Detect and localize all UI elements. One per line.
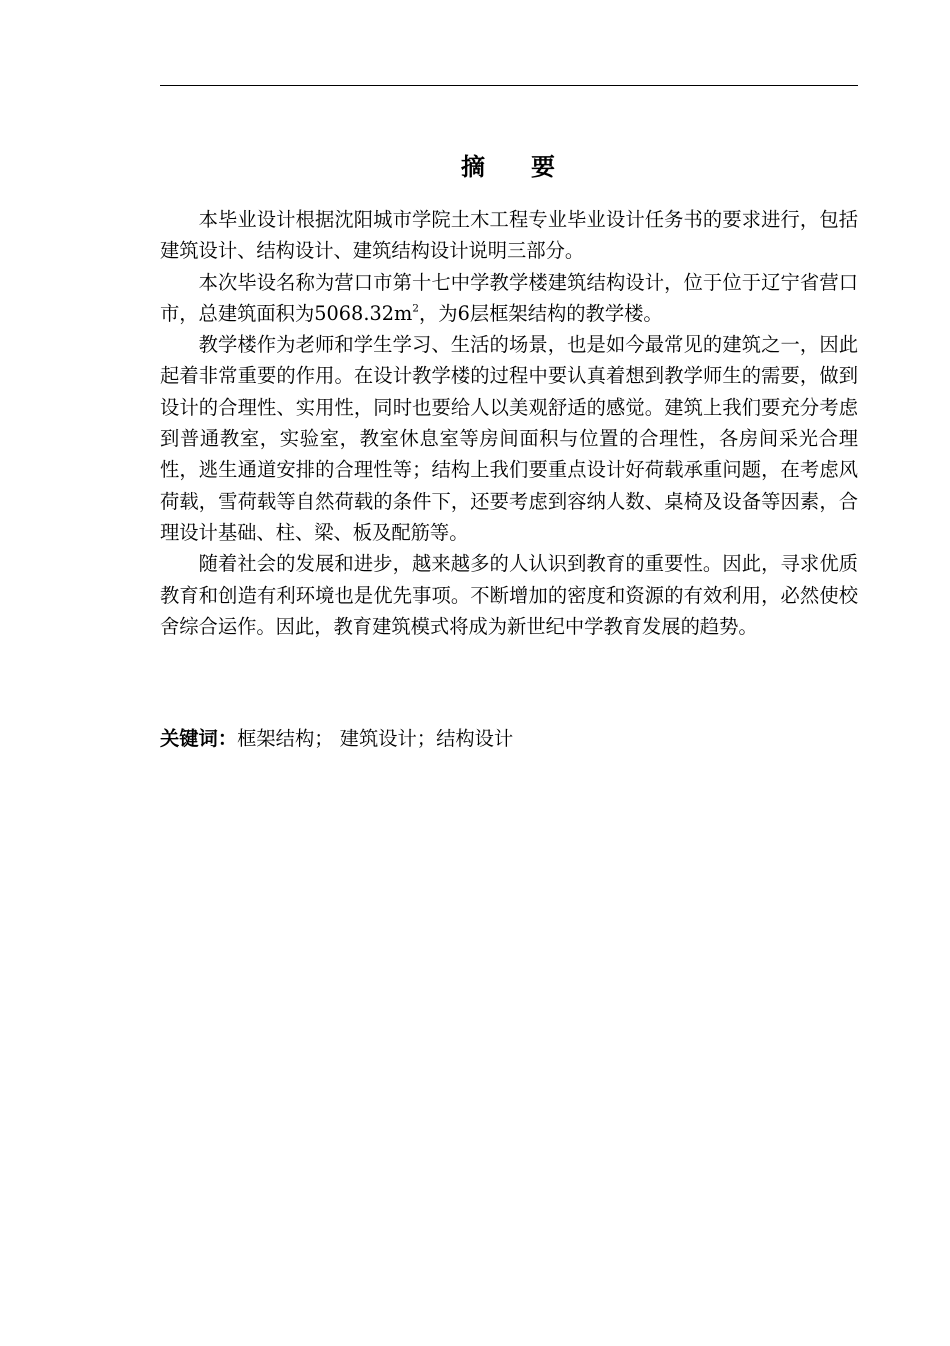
keywords-line — [160, 723, 858, 754]
paragraph-2-text-a: 本次毕设名称为营口市第十七中学教学楼建筑结构设计，位于位于辽宁省营口市，总建筑面积为5068.32m — [160, 270, 858, 325]
paragraph-2-text-b: ，为6层框架结构的教学楼。 — [419, 301, 663, 325]
abstract-paragraph-3: 教学楼作为老师和学生学习、生活的场景，也是如今最常见的建筑之一，因此起着非常重要的作用。在设计教学楼的过程中要认真着想到教学师生的需要，做到设计的合理性、实用性，同时也要给人以美观舒适的感觉。建筑上我们要充分考虑到普通教室，实验室，教室休息室等房间面积与位置的合理性，各房间采光合理性，逃生通道安排的合理性等；结构上我们要重点设计好荷载承重问题，在考虑风荷载，雪荷载等自然荷载的条件下，还要考虑到容纳人数、桌椅及设备等因素，合理设计基础、柱、梁、板及配筋等。 — [160, 333, 858, 544]
keywords-label: 关键词： — [160, 727, 238, 750]
header-rule — [160, 85, 858, 86]
title-char-1: 摘 — [461, 153, 487, 181]
superscript-2: 2 — [412, 301, 420, 315]
keywords-value: 框架结构； 建筑设计；结构设计 — [237, 727, 514, 750]
abstract-paragraph-2 — [160, 267, 858, 330]
title-char-2: 要 — [531, 153, 557, 181]
page-title — [160, 150, 858, 184]
abstract-paragraph-4: 随着社会的发展和进步，越来越多的人认识到教育的重要性。因此，寻求优质教育和创造有利环境也是优先事项。不断增加的密度和资源的有效利用，必然使校舍综合运作。因此，教育建筑模式将成为新世纪中学教育发展的趋势。 — [160, 552, 858, 638]
abstract-body — [160, 204, 858, 642]
abstract-paragraph-1: 本毕业设计根据沈阳城市学院土木工程专业毕业设计任务书的要求进行，包括建筑设计、结构设计、建筑结构设计说明三部分。 — [160, 208, 858, 263]
